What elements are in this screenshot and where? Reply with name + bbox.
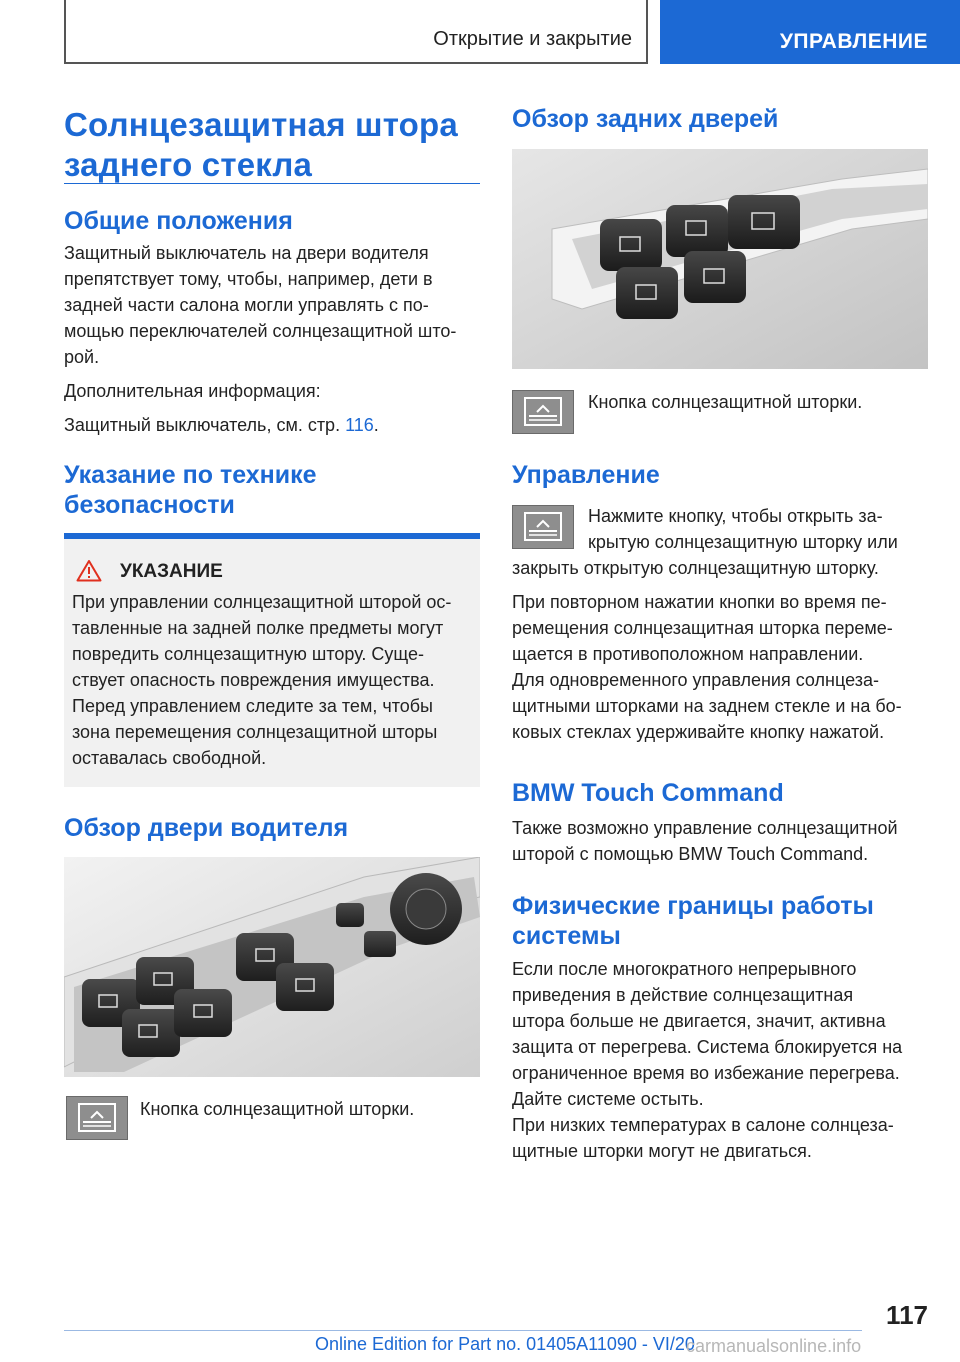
limits-line: защита от перегрева. Система блокируется на [512,1037,903,1057]
low-temp-paragraph [512,1112,932,1164]
title-underline [64,183,480,184]
driver-door-switch-panel-illustration [64,857,480,1077]
warning-line: тавленные на задней полке предметы могут [72,618,444,638]
simultaneous-line: ковых стеклах удерживайте кнопку нажатой. [512,722,885,742]
safety-heading-line1: Указание по технике [64,461,317,489]
safety-heading [64,460,480,520]
watermark: carmanualsonline.info [686,1336,862,1356]
warning-line: При управлении солнцезащитной шторой ос- [72,592,452,612]
footer-edition: Online Edition for Part no. 01405A11090 - VI/20 [315,1334,695,1354]
repeat-line: При повторном нажатии кнопки во время пе- [512,592,887,612]
repeat-line: ремещения солнцезащитная шторка переме- [512,618,893,638]
rear-door-switch-panel-illustration [512,149,928,369]
rear-door-photo [512,149,928,369]
header-section-box [64,0,648,64]
driver-door-heading: Обзор двери водителя [64,814,349,842]
simultaneous-line: щитными шторками на заднем стекле и на бо- [512,696,902,716]
bmw-paragraph [512,815,932,867]
operation-heading: Управление [512,461,660,489]
page-title [64,105,480,185]
limits-heading [512,891,928,951]
warning-line: зона перемещения солнцезащитной шторы [72,722,438,742]
low-temp-line: При низких температурах в салоне солнцеза- [512,1115,894,1135]
rear-doors-heading: Обзор задних дверей [512,105,779,133]
sunshade-key-icon [512,390,574,434]
page-title-line2: заднего стекла [64,146,313,183]
warning-line: Перед управлением следите за тем, чтобы [72,696,433,716]
header-chapter-title: УПРАВЛЕНИЕ [779,30,928,53]
safety-heading-line2: безопасности [64,491,235,519]
limits-line: Если после многократного непрерывного [512,959,857,979]
safety-switch-reference [64,412,480,438]
warning-box [64,539,480,787]
general-heading: Общие положения [64,207,293,235]
simultaneous-paragraph [512,667,932,745]
operation-line: закрыть открытую солнцезащитную шторку. [512,558,879,578]
limits-line: приведения в действие солнцезащитная [512,985,854,1005]
footer-rule [64,1330,862,1331]
limits-heading-line2: системы [512,922,621,950]
bmw-line: Также возможно управление солнцезащитной [512,818,898,838]
warning-triangle-icon [76,559,102,587]
low-temp-line: щитные шторки могут не двигаться. [512,1141,812,1161]
repeat-line: щается в противоположном направлении. [512,644,864,664]
general-line: препятствует тому, чтобы, например, дети в [64,269,433,289]
warning-line: ствует опасность повреждения имущества. [72,670,435,690]
repeat-paragraph [512,589,932,667]
general-line: Защитный выключатель на двери водителя [64,243,429,263]
driver-door-photo [64,857,480,1077]
limits-heading-line1: Физические границы работы [512,892,874,920]
general-line: рой. [64,347,100,367]
limits-paragraph [512,956,932,1112]
safety-switch-page-link[interactable]: 116 [345,415,374,435]
header-section-title: Открытие и закрытие [433,28,632,50]
general-line: мощью переключателей солнцезащитной што- [64,321,457,341]
page-title-line1: Солнцезащитная штора [64,106,458,143]
limits-line: штора больше не двигается, значит, активна [512,1011,886,1031]
warning-text [72,589,476,771]
operation-line: Нажмите кнопку, чтобы открыть за- [588,506,883,526]
bmw-line: шторой с помощью BMW Touch Command. [512,844,869,864]
bmw-touch-command-heading: BMW Touch Command [512,779,784,807]
simultaneous-line: Для одновременного управления солнцеза- [512,670,879,690]
more-info-label: Дополнительная информация: [64,381,321,401]
warning-line: оставалась свободной. [72,748,267,768]
general-section [64,206,480,438]
sunshade-key-icon [512,505,574,549]
rear-caption: Кнопка солнцезащитной шторки. [588,392,863,412]
general-paragraph [64,240,480,370]
limits-line: Дайте системе остыть. [512,1089,704,1109]
warning-line: повредить солнцезащитную штору. Суще- [72,644,425,664]
header-chapter-tab[interactable] [660,0,960,64]
safety-switch-text: Защитный выключатель, см. стр. [64,415,341,435]
driver-caption: Кнопка солнцезащитной шторки. [140,1099,415,1119]
safety-switch-period: . [373,415,379,435]
limits-line: ограниченное время во избежание перегрева. [512,1063,900,1083]
warning-title: УКАЗАНИЕ [120,561,223,582]
sunshade-key-icon [66,1096,128,1140]
page-number: 117 [886,1300,928,1330]
general-line: задней части салона могли управлять с по- [64,295,429,315]
operation-line: крытую солнцезащитную шторку или [588,532,898,552]
